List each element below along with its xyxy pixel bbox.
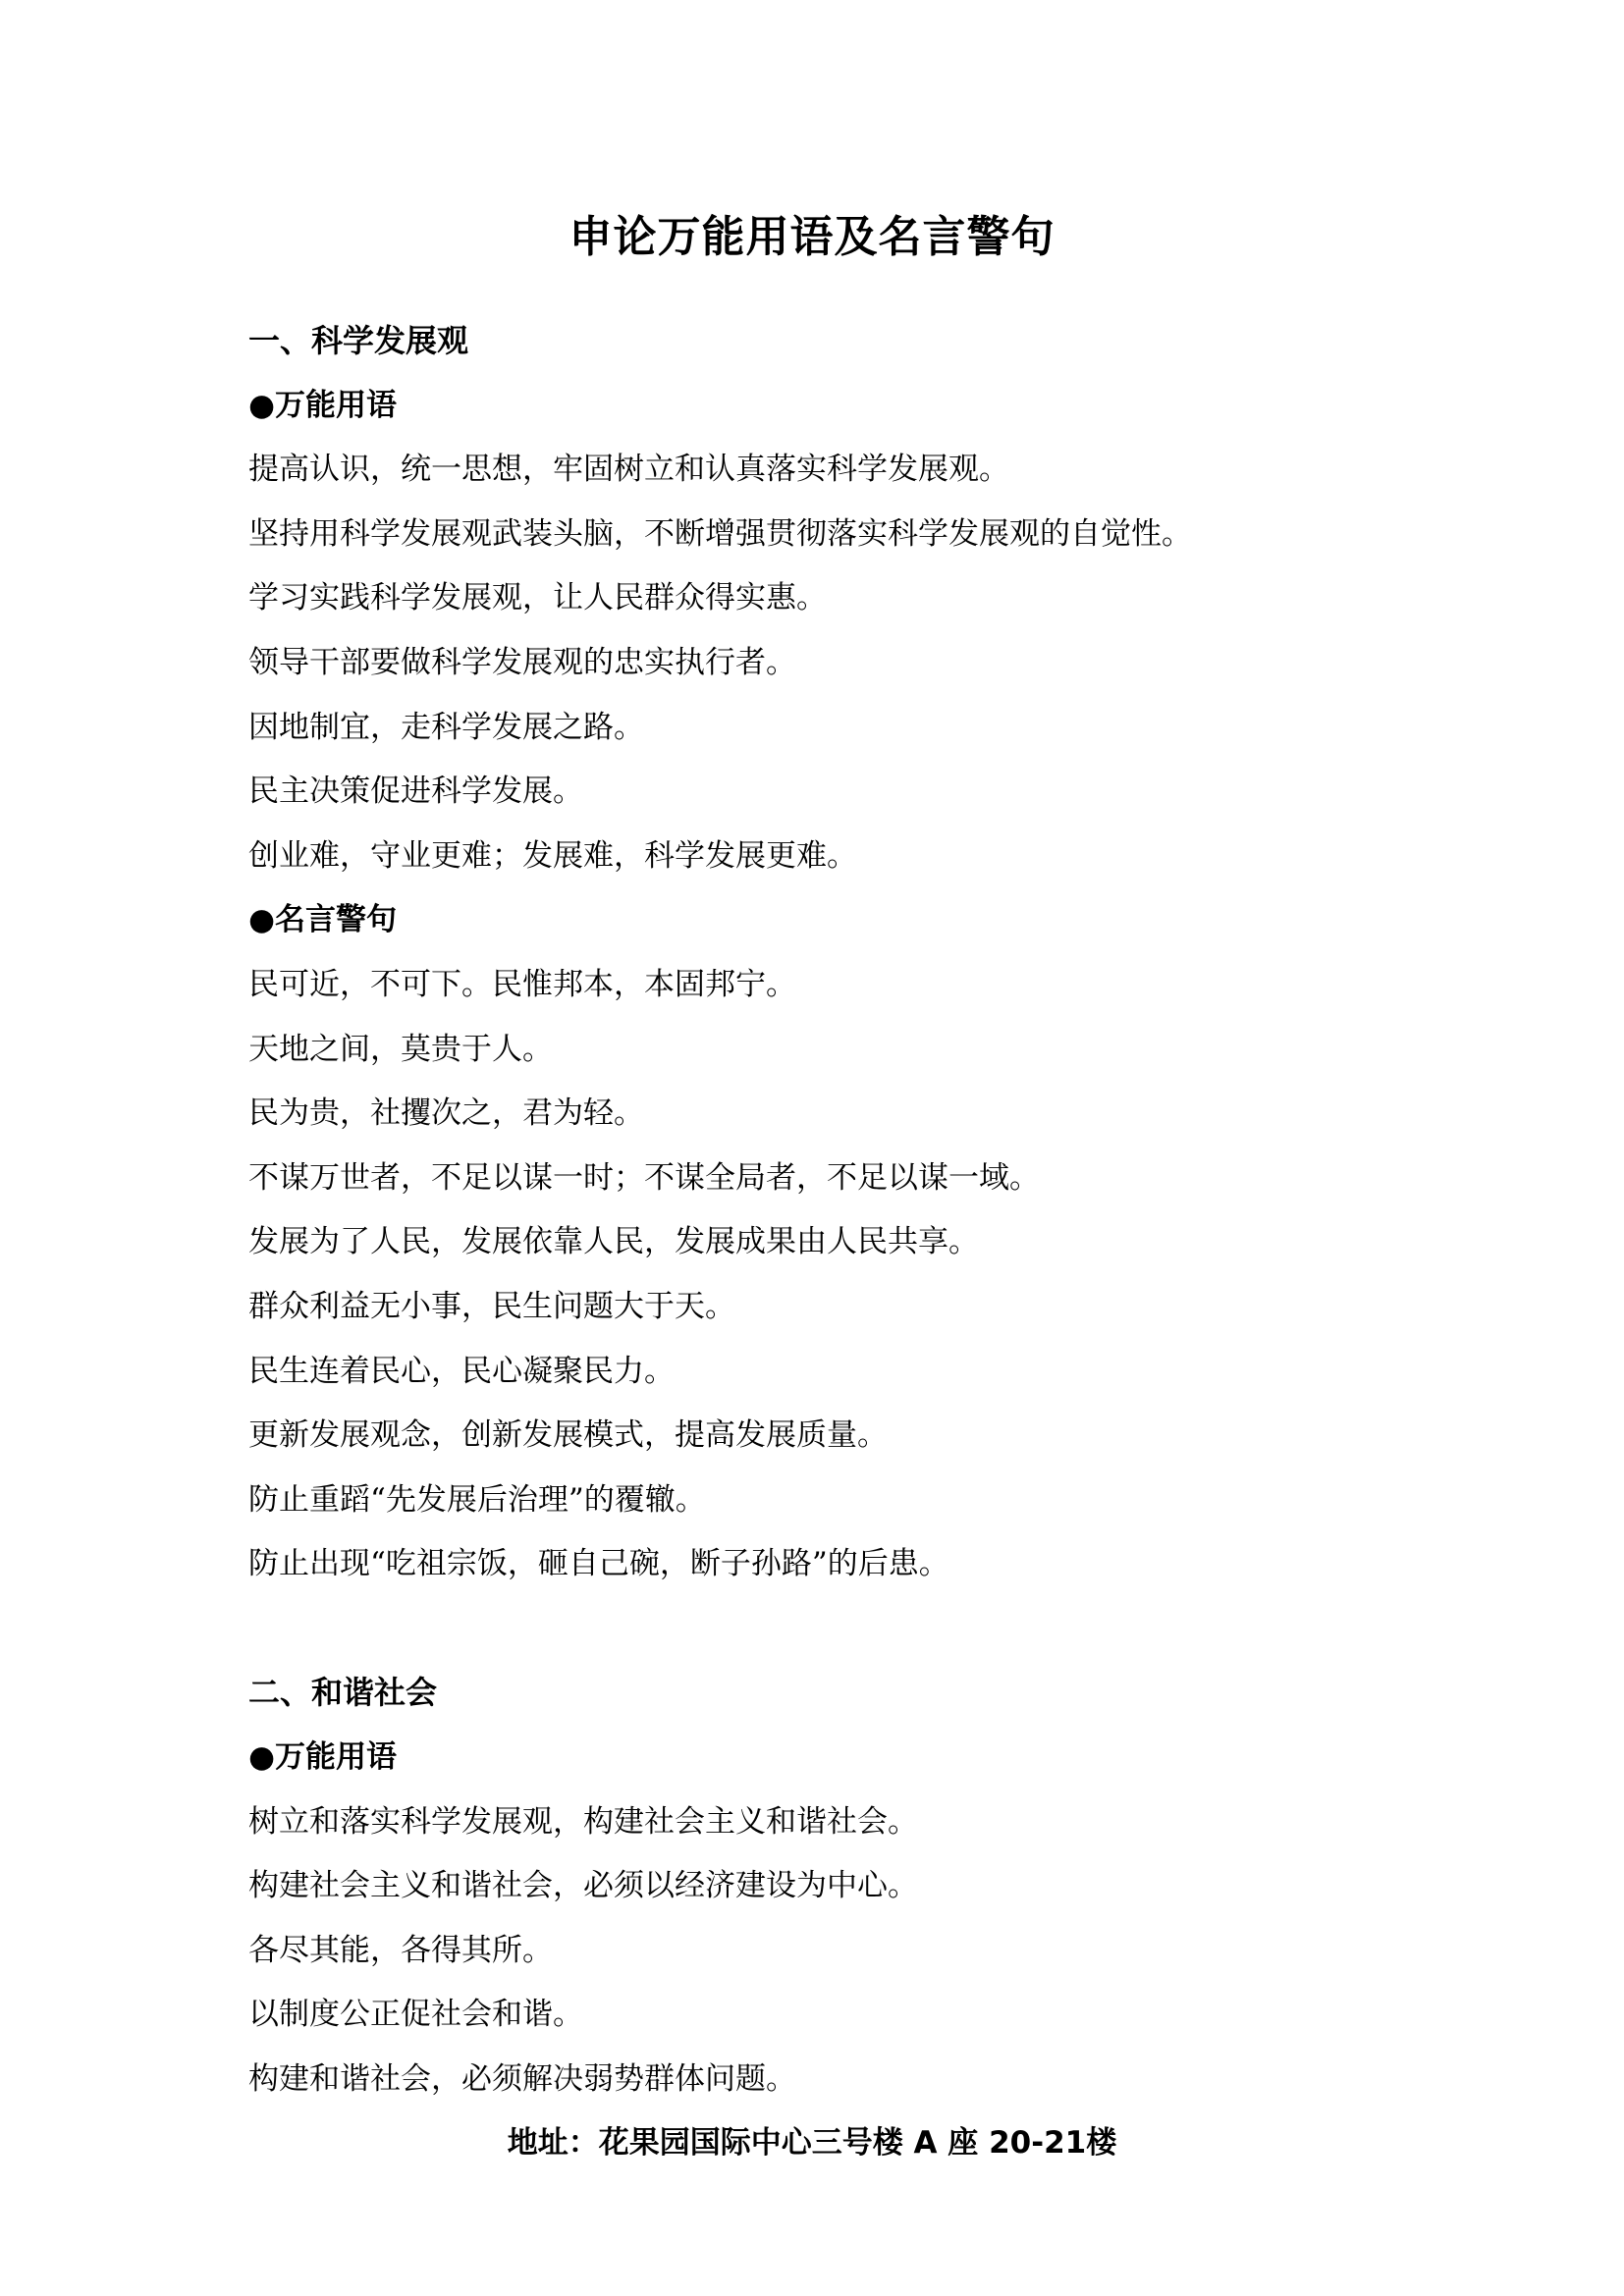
list-item: 坚持用科学发展观武装头脑，不断增强贯彻落实科学发展观的自觉性。 xyxy=(248,515,1192,552)
list-item: 以制度公正促社会和谐。 xyxy=(248,1997,583,2033)
list-item: 群众利益无小事，民生问题大于天。 xyxy=(248,1288,735,1324)
subheading-famous-quotes: ●名言警句 xyxy=(248,902,398,938)
list-item: 民主决策促进科学发展。 xyxy=(248,774,583,810)
section-heading-harmonious-society: 二、和谐社会 xyxy=(248,1674,438,1712)
list-item: 树立和落实科学发展观，构建社会主义和谐社会。 xyxy=(248,1803,918,1840)
list-item: 创业难，守业更难；发展难，科学发展更难。 xyxy=(248,837,857,874)
list-item: 民生连着民心，民心凝聚民力。 xyxy=(248,1353,675,1389)
list-item: 构建社会主义和谐社会，必须以经济建设为中心。 xyxy=(248,1868,918,1904)
list-item: 各尽其能，各得其所。 xyxy=(248,1932,553,1968)
section-spacer xyxy=(248,1597,1427,1662)
list-item: 提高认识，统一思想，牢固树立和认真落实科学发展观。 xyxy=(248,452,1009,488)
document-body xyxy=(248,309,1427,2112)
list-item: 构建和谐社会，必须解决弱势群体问题。 xyxy=(248,2061,796,2098)
list-item: 发展为了人民，发展依靠人民，发展成果由人民共享。 xyxy=(248,1224,979,1260)
list-item: 民为贵，社攫次之，君为轻。 xyxy=(248,1095,644,1132)
list-item: 天地之间，莫贵于人。 xyxy=(248,1031,553,1067)
section-heading-scientific-development: 一、科学发展观 xyxy=(248,322,469,359)
list-item: 领导干部要做科学发展观的忠实执行者。 xyxy=(248,644,796,680)
list-item: 因地制宜，走科学发展之路。 xyxy=(248,709,644,745)
footer-address: 地址：花果园国际中心三号楼 A 座 20-21楼 xyxy=(507,2125,1117,2161)
list-item: 学习实践科学发展观，让人民群众得实惠。 xyxy=(248,580,827,616)
list-item: 防止出现“吃祖宗饭，砸自己碗，断子孙路”的后患。 xyxy=(248,1546,949,1582)
page-title: 申论万能用语及名言警句 xyxy=(568,212,1056,262)
list-item: 不谋万世者，不足以谋一时；不谋全局者，不足以谋一域。 xyxy=(248,1159,1040,1196)
subheading-universal-phrases: ●万能用语 xyxy=(248,1739,398,1776)
list-item: 更新发展观念，创新发展模式，提高发展质量。 xyxy=(248,1417,888,1454)
subheading-universal-phrases: ●万能用语 xyxy=(248,387,398,423)
list-item: 民可近，不可下。民惟邦本，本固邦宁。 xyxy=(248,966,796,1002)
list-item: 防止重蹈“先发展后治理”的覆辙。 xyxy=(248,1481,706,1518)
